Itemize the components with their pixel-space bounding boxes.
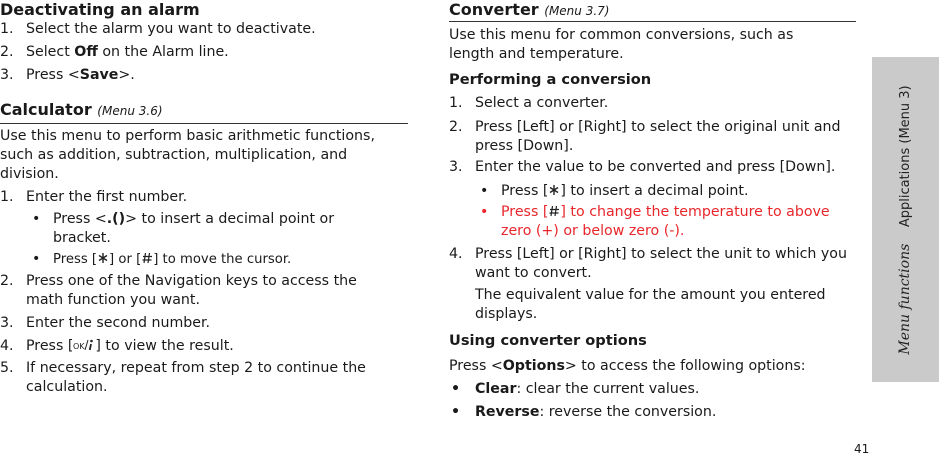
page-number: 41: [854, 442, 870, 456]
step-number: 1.: [0, 189, 14, 205]
calc-bullet-2: Press [ ] or [ ] to move the cursor.: [53, 252, 292, 267]
converter-heading: Converter (Menu 3.7): [449, 0, 610, 19]
heading-rule: [449, 21, 856, 22]
bullet: •: [480, 183, 489, 199]
conv-step-4-note: The equivalent value for the amount you entered displays.: [475, 287, 826, 322]
step-number: 2.: [0, 44, 14, 60]
heading-rule: [0, 123, 408, 124]
calc-bullet-1: Press <.()> to insert a decimal point or bracket.: [53, 211, 335, 246]
options-subheading: Using converter options: [449, 332, 647, 349]
converter-intro: Use this menu for common conversions, such as length and temperature.: [449, 27, 794, 62]
alarm-step-2: Select Off on the Alarm line.: [26, 44, 229, 60]
calc-step-4: Press [ OK ] to view the result.: [26, 338, 234, 354]
option-clear: Clear: clear the current values.: [475, 381, 700, 397]
calc-step-3: Enter the second number.: [26, 315, 211, 331]
alarm-heading: Deactivating an alarm: [0, 0, 200, 19]
section-tab-label: Menu functions Applications (Menu 3): [897, 85, 913, 355]
bullet: •: [451, 404, 461, 420]
hash-key-icon: [548, 204, 560, 218]
step-number: 4.: [449, 246, 463, 262]
ok-info-key-icon: [73, 338, 95, 352]
conv-bullet-2: Press [ ] to change the temperature to above zero (+) or below zero (-).: [501, 204, 830, 239]
hash-key-icon: [141, 251, 153, 265]
option-reverse: Reverse: reverse the conversion.: [475, 404, 717, 420]
bullet: •: [32, 251, 41, 267]
step-number: 1.: [449, 95, 463, 111]
bullet: •: [451, 381, 461, 397]
calc-step-1: Enter the first number.: [26, 189, 188, 205]
calc-step-2: Press one of the Navigation keys to access the math function you want.: [26, 273, 357, 308]
alarm-step-3: Press <Save>.: [26, 67, 135, 83]
step-number: 2.: [0, 273, 14, 289]
conv-step-3: Enter the value to be converted and press [Down].: [475, 159, 836, 175]
bullet: •: [32, 211, 41, 227]
conv-step-4: Press [Left] or [Right] to select the unit to which you want to convert.: [475, 246, 847, 281]
alarm-step-1: Select the alarm you want to deactivate.: [26, 21, 316, 37]
step-number: 1.: [0, 21, 14, 37]
conv-step-2: Press [Left] or [Right] to select the original unit and press [Down].: [475, 119, 841, 154]
calculator-heading: Calculator (Menu 3.6): [0, 100, 163, 119]
step-number: 2.: [449, 119, 463, 135]
star-key-icon: [97, 251, 109, 265]
conv-bullet-1: Press [ ] to insert a decimal point.: [501, 183, 749, 199]
step-number: 3.: [0, 67, 14, 83]
options-intro: Press <Options> to access the following options:: [449, 358, 806, 374]
svg-text:OK: OK: [73, 342, 85, 351]
step-number: 3.: [449, 159, 463, 175]
conv-step-1: Select a converter.: [475, 95, 609, 111]
calc-step-5: If necessary, repeat from step 2 to continue the calculation.: [26, 360, 366, 395]
performing-subheading: Performing a conversion: [449, 71, 652, 88]
star-key-icon: [548, 183, 560, 197]
step-number: 4.: [0, 338, 14, 354]
calculator-intro: Use this menu to perform basic arithmetic functions, such as addition, subtraction, multiplication, and division.: [0, 128, 375, 182]
bullet: •: [480, 204, 489, 220]
step-number: 5.: [0, 360, 14, 376]
step-number: 3.: [0, 315, 14, 331]
